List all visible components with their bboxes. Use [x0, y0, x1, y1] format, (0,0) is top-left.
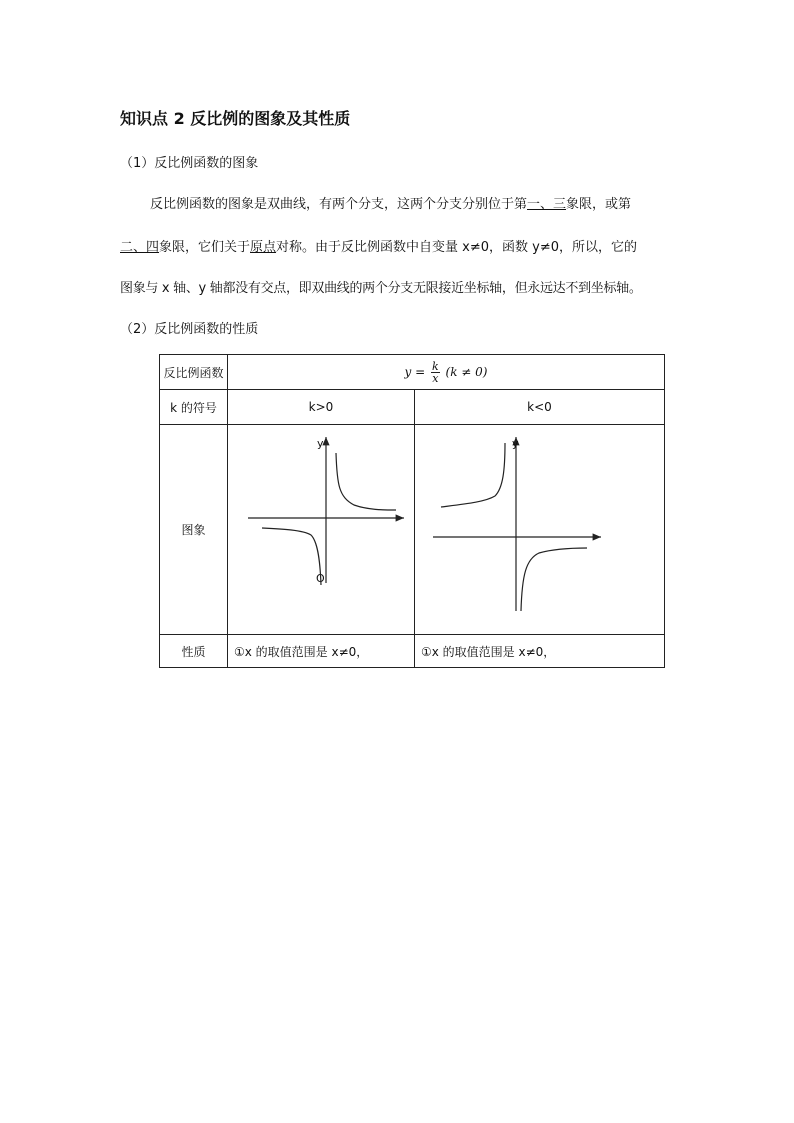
formula-fraction: [431, 361, 440, 384]
table-row-graph: [160, 425, 665, 635]
para-text: 图象与 x 轴、y 轴都没有交点，即双曲线的两个分支无限接近坐标轴，但永远达不到坐标轴。: [120, 281, 642, 296]
para-text: 对称。由于反比例函数中自变量 x≠0，函数 y≠0，所以，它的: [276, 240, 638, 255]
property-negative-cell: ①x 的取值范围是 x≠0，: [415, 635, 665, 668]
label-cell: k 的符号: [160, 390, 228, 425]
formula: [404, 359, 488, 385]
section2-title: （2）反比例函数的性质: [120, 322, 259, 337]
para-text: 象限，或第: [566, 197, 632, 212]
table-row-sign: [160, 390, 665, 425]
graph-negative-cell: [415, 425, 665, 635]
para-underline-origin: 原点: [250, 240, 277, 255]
label-cell: 性质: [160, 635, 228, 668]
table-row-function: [160, 355, 665, 390]
table-row-property: [160, 635, 665, 668]
properties-table: [159, 354, 665, 668]
section1-title: （1）反比例函数的图象: [120, 156, 259, 171]
property-positive-cell: ①x 的取值范围是 x≠0，: [228, 635, 415, 668]
paragraph-line-1: [120, 193, 675, 212]
y-axis-label: y: [317, 437, 324, 450]
para-text: 象限，它们关于: [159, 240, 251, 255]
page-heading: 知识点 2 反比例的图象及其性质: [120, 109, 351, 128]
hyperbola-k-positive: [228, 425, 414, 631]
label-cell: 反比例函数: [160, 355, 228, 390]
paragraph-line-3: [120, 277, 675, 296]
formula-cell: [228, 355, 665, 390]
para-underline-quadrants-1-3: 一、三: [527, 197, 567, 212]
origin-label: O: [316, 572, 325, 585]
para-underline-quadrants-2-4: 二、四: [120, 240, 160, 255]
label-cell: 图象: [160, 425, 228, 635]
formula-condition: (k ≠ 0): [445, 364, 488, 379]
hyperbola-k-negative: [415, 425, 664, 631]
branch-quadrant-4: [521, 548, 587, 611]
k-positive-cell: k>0: [228, 390, 415, 425]
para-text: 反比例函数的图象是双曲线，有两个分支，这两个分支分别位于第: [150, 197, 528, 212]
graph-positive-cell: [228, 425, 415, 635]
formula-lhs: y =: [404, 364, 426, 379]
k-negative-cell: k<0: [415, 390, 665, 425]
y-axis-label: y: [512, 437, 519, 450]
formula-denominator: x: [432, 371, 439, 385]
formula-numerator: k: [432, 359, 439, 373]
paragraph-line-2: [120, 236, 675, 255]
branch-quadrant-3: [262, 528, 321, 585]
branch-quadrant-2: [441, 443, 505, 507]
branch-quadrant-1: [336, 453, 396, 510]
